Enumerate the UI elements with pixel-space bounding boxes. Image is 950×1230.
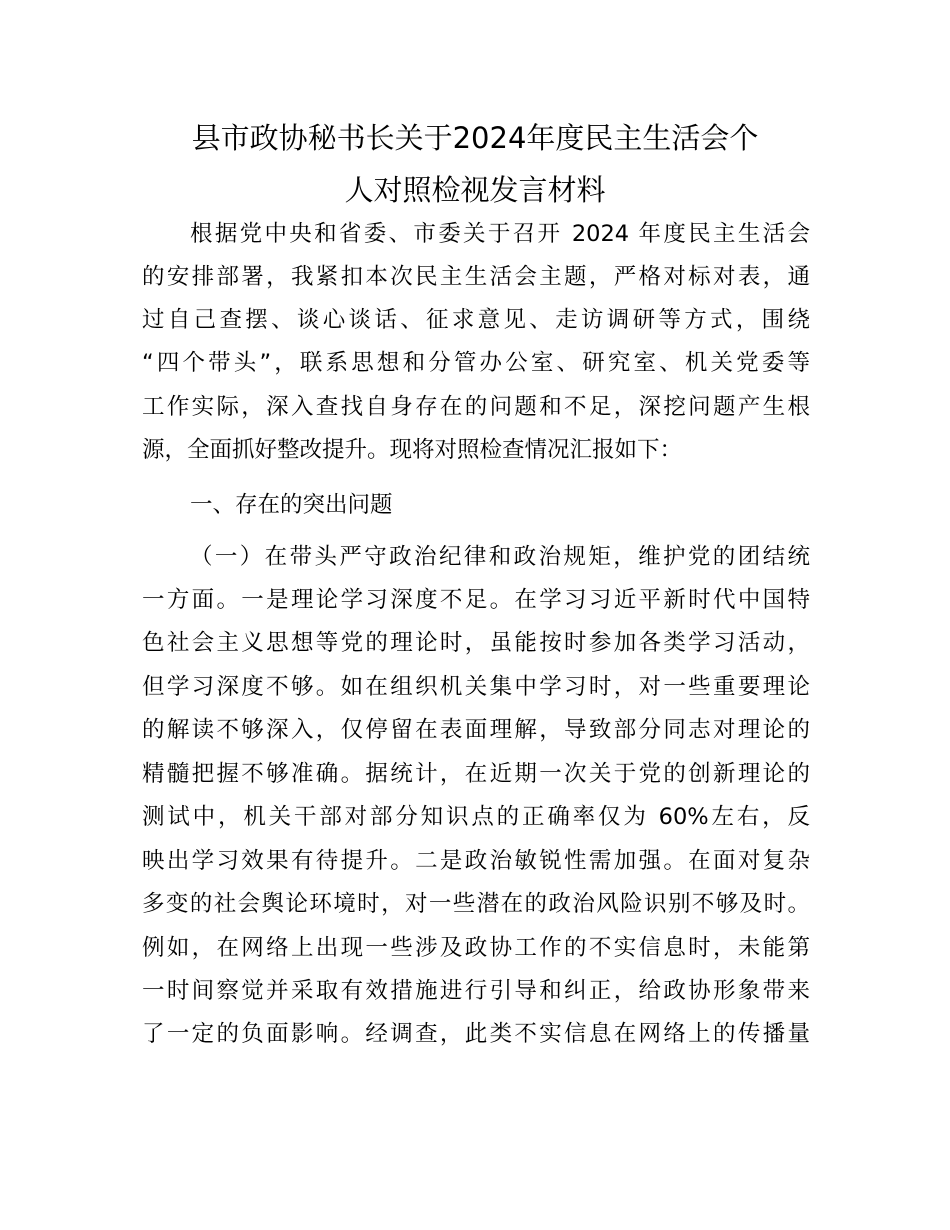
section1-line-11: 一时间察觉并采取有效措施进行引导和纠正，给政协形象带来	[142, 978, 810, 1004]
section1-line-8: 映出学习效果有待提升。二是政治敏锐性需加强。在面对复杂	[142, 848, 810, 874]
section1-line-6: 精髓把握不够准确。据统计，在近期一次关于党的创新理论的	[142, 761, 810, 787]
intro-line-1: 根据党中央和省委、市委关于召开 2024 年度民主生活会	[190, 221, 810, 247]
intro-line-4: “四个带头”，联系思想和分管办公室、研究室、机关党委等	[142, 350, 810, 376]
intro-line-6: 源，全面抓好整改提升。现将对照检查情况汇报如下：	[142, 437, 683, 463]
intro-line-2: 的安排部署，我紧扣本次民主生活会主题，严格对标对表，通	[142, 264, 810, 290]
section1-line-5: 的解读不够深入，仅停留在表面理解，导致部分同志对理论的	[142, 717, 810, 743]
section1-line-4: 但学习深度不够。如在组织机关集中学习时，对一些重要理论	[142, 674, 810, 700]
intro-line-3: 过自己查摆、谈心谈话、征求意见、走访调研等方式，围绕	[142, 307, 810, 333]
section1-line-2: 一方面。一是理论学习深度不足。在学习习近平新时代中国特	[142, 587, 810, 613]
section1-line-9: 多变的社会舆论环境时，对一些潜在的政治风险识别不够及时。	[142, 891, 810, 917]
section1-line-1: （一）在带头严守政治纪律和政治规矩，维护党的团结统	[190, 544, 810, 570]
title-line-2: 人对照检视发言材料	[344, 173, 606, 207]
section-heading: 一、存在的突出问题	[190, 492, 393, 518]
intro-line-5: 工作实际，深入查找自身存在的问题和不足，深挖问题产生根	[142, 394, 810, 420]
section1-line-12: 了一定的负面影响。经调查，此类不实信息在网络上的传播量	[142, 1021, 810, 1047]
title-line-1: 县市政协秘书长关于2024年度民主生活会个	[191, 121, 759, 155]
section1-line-3: 色社会主义思想等党的理论时，虽能按时参加各类学习活动，	[142, 630, 810, 656]
section1-line-10: 例如，在网络上出现一些涉及政协工作的不实信息时，未能第	[142, 935, 810, 961]
section1-line-7: 测试中，机关干部对部分知识点的正确率仅为 60%左右，反	[142, 804, 810, 830]
document-title	[100, 112, 850, 216]
